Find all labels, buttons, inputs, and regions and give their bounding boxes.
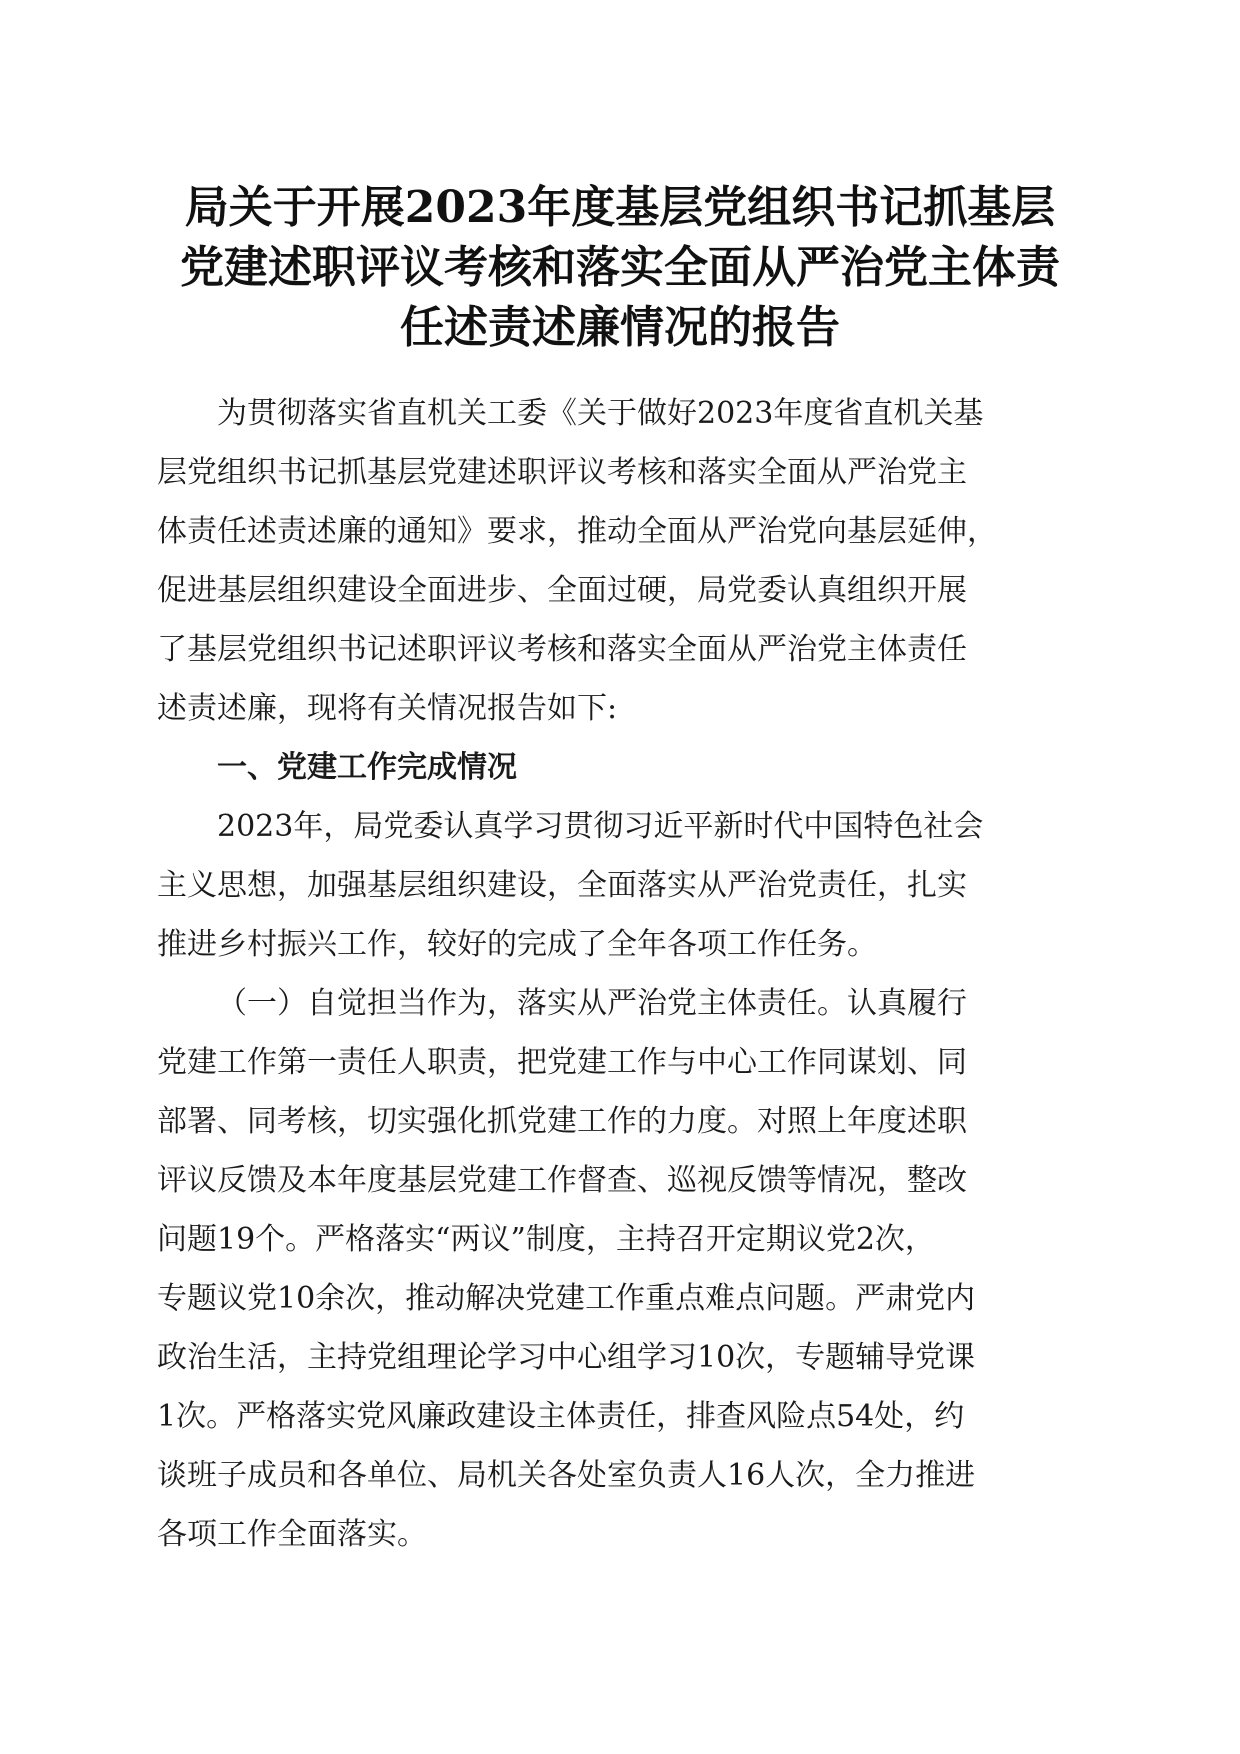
paragraph-line: 政治生活，主持党组理论学习中心组学习10次，专题辅导党课 xyxy=(157,1340,976,1375)
document-body xyxy=(157,384,1083,1564)
section-heading: 一、党建工作完成情况 xyxy=(217,750,517,785)
paragraph-line: 促进基层组织建设全面进步、全面过硬，局党委认真组织开展 xyxy=(157,573,967,608)
paragraph-line: 党建工作第一责任人职责，把党建工作与中心工作同谋划、同 xyxy=(157,1045,967,1080)
paragraph-line: 专题议党10余次，推动解决党建工作重点难点问题。严肃党内 xyxy=(157,1281,976,1316)
paragraph-line: 述责述廉，现将有关情况报告如下: xyxy=(157,691,618,726)
title-line: 党建述职评议考核和落实全面从严治党主体责 xyxy=(180,242,1060,293)
paragraph-line: 问题19个。严格落实“两议”制度，主持召开定期议党2次， xyxy=(157,1222,935,1257)
document-title xyxy=(150,178,1090,358)
paragraph-line: 层党组织书记抓基层党建述职评议考核和落实全面从严治党主 xyxy=(157,455,967,490)
subsection-paragraph xyxy=(157,974,1083,1564)
paragraph-line: 为贯彻落实省直机关工委《关于做好2023年度省直机关基 xyxy=(217,396,984,431)
title-line: 任述责述廉情况的报告 xyxy=(400,302,840,353)
paragraph-line: 谈班子成员和各单位、局机关各处室负责人16人次，全力推进 xyxy=(157,1458,976,1493)
intro-paragraph xyxy=(157,384,1083,738)
section-intro-paragraph xyxy=(157,797,1083,974)
paragraph-line: 1次。严格落实党风廉政建设主体责任，排查风险点54处，约 xyxy=(157,1399,965,1434)
paragraph-line: 部署、同考核，切实强化抓党建工作的力度。对照上年度述职 xyxy=(157,1104,967,1139)
paragraph-line: （一）自觉担当作为，落实从严治党主体责任。认真履行 xyxy=(217,986,967,1021)
title-line: 局关于开展2023年度基层党组织书记抓基层 xyxy=(184,182,1056,233)
paragraph-line: 推进乡村振兴工作，较好的完成了全年各项工作任务。 xyxy=(157,927,877,962)
paragraph-line: 体责任述责述廉的通知》要求，推动全面从严治党向基层延伸， xyxy=(157,514,997,549)
paragraph-line: 主义思想，加强基层组织建设，全面落实从严治党责任，扎实 xyxy=(157,868,967,903)
paragraph-line: 各项工作全面落实。 xyxy=(157,1517,427,1552)
paragraph-line: 了基层党组织书记述职评议考核和落实全面从严治党主体责任 xyxy=(157,632,967,667)
paragraph-line: 2023年，局党委认真学习贯彻习近平新时代中国特色社会 xyxy=(217,809,984,844)
paragraph-line: 评议反馈及本年度基层党建工作督查、巡视反馈等情况，整改 xyxy=(157,1163,967,1198)
